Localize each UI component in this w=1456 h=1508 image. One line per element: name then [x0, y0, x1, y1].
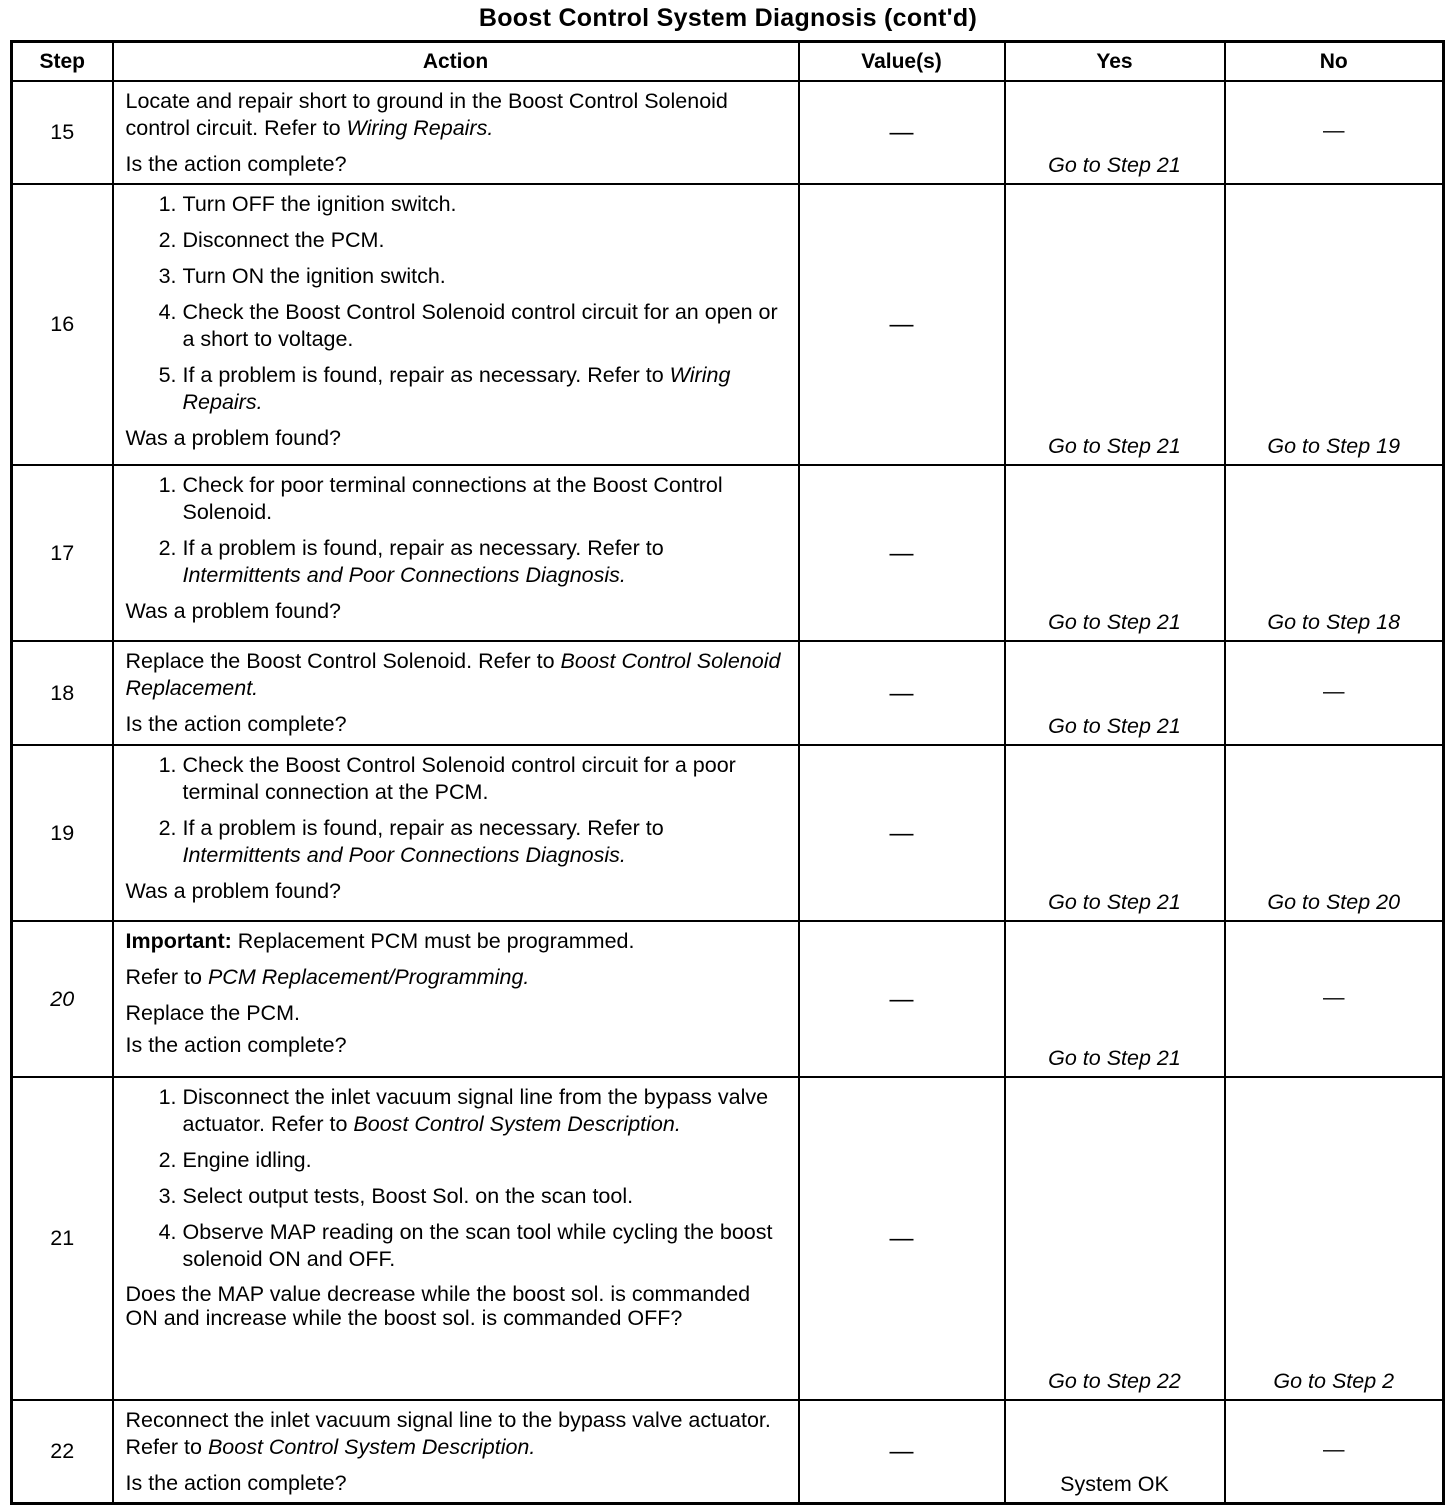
action-cell: [113, 1077, 799, 1400]
yes-cell: Go to Step 21: [1005, 184, 1225, 465]
action-steps-list: [126, 752, 788, 869]
no-cell: Go to Step 20: [1225, 745, 1444, 921]
list-item: 3. Turn ON the ignition switch.: [158, 264, 446, 288]
action-cell: [113, 184, 799, 465]
header-no: No: [1225, 42, 1444, 82]
action-question: Is the action complete?: [125, 1033, 347, 1057]
step-number: 19: [12, 745, 113, 921]
list-item: 1. Check the Boost Control Solenoid control circuit for a poor terminal connection at the PCM.: [158, 753, 736, 804]
yes-cell: Go to Step 21: [1005, 465, 1225, 641]
action-steps-list: [126, 1084, 788, 1273]
action-text: Locate and repair short to ground in the Boost Control Solenoid control circuit. Refer to Wiring Repairs.: [125, 89, 728, 140]
value-cell: —: [799, 184, 1005, 465]
action-cell: [113, 81, 799, 184]
page-title: Boost Control System Diagnosis (cont'd): [478, 4, 978, 32]
step-number: 16: [12, 184, 113, 465]
table-row-step-21: [12, 1077, 1444, 1400]
action-question: Was a problem found?: [125, 599, 342, 623]
reference-link: Wiring Repairs.: [182, 363, 731, 414]
no-cell: Go to Step 2: [1225, 1077, 1444, 1400]
yes-cell: Go to Step 21: [1005, 641, 1225, 745]
header-action: Action: [113, 42, 799, 82]
reference-link: Boost Control Solenoid Replacement.: [125, 649, 781, 700]
step-number: 21: [12, 1077, 113, 1400]
list-item: 3. Select output tests, Boost Sol. on the scan tool.: [158, 1184, 634, 1208]
value-cell: —: [799, 81, 1005, 184]
action-text: Refer to PCM Replacement/Programming.: [125, 965, 530, 989]
action-question: Is the action complete?: [125, 152, 347, 176]
list-item: 4. Observe MAP reading on the scan tool while cycling the boost solenoid ON and OFF.: [158, 1220, 773, 1271]
value-cell: —: [799, 745, 1005, 921]
reference-link: Intermittents and Poor Connections Diagnosis.: [182, 843, 626, 867]
no-cell: Go to Step 19: [1225, 184, 1444, 465]
list-item: 5. If a problem is found, repair as necessary. Refer to Wiring Repairs.: [158, 363, 731, 414]
action-cell: [113, 641, 799, 745]
yes-cell: Go to Step 22: [1005, 1077, 1225, 1400]
reference-link: PCM Replacement/Programming.: [207, 965, 530, 989]
table-row-step-18: [12, 641, 1444, 745]
action-cell: [113, 921, 799, 1077]
reference-link: Wiring Repairs.: [346, 116, 494, 140]
list-item: 1. Check for poor terminal connections at the Boost Control Solenoid.: [158, 473, 723, 524]
value-cell: —: [799, 1400, 1005, 1503]
action-question: Was a problem found?: [125, 426, 342, 450]
no-cell: —: [1225, 921, 1444, 1077]
list-item: 2. Disconnect the PCM.: [158, 228, 385, 252]
action-question: Is the action complete?: [125, 712, 347, 736]
action-question: Is the action complete?: [125, 1471, 347, 1495]
table-row-step-15: [12, 81, 1444, 184]
list-item: 1. Disconnect the inlet vacuum signal line from the bypass valve actuator. Refer to Boost Control System Description.: [158, 1085, 769, 1136]
list-item: 1. Turn OFF the ignition switch.: [158, 192, 457, 216]
action-question: Was a problem found?: [125, 879, 342, 903]
action-cell: [113, 745, 799, 921]
reference-link: Boost Control System Description.: [207, 1435, 536, 1459]
action-steps-list: [126, 191, 788, 416]
list-item: 2. If a problem is found, repair as necessary. Refer to Intermittents and Poor Connections Diagnosis.: [158, 536, 664, 587]
table-row-step-17: [12, 465, 1444, 641]
step-number: 20: [12, 921, 113, 1077]
value-cell: —: [799, 641, 1005, 745]
reference-link: Boost Control System Description.: [353, 1112, 681, 1136]
value-cell: —: [799, 465, 1005, 641]
yes-cell: System OK: [1005, 1400, 1225, 1503]
table-row-step-20: [12, 921, 1444, 1077]
no-cell: Go to Step 18: [1225, 465, 1444, 641]
header-yes: Yes: [1005, 42, 1225, 82]
list-item: 2. Engine idling.: [158, 1148, 312, 1172]
yes-cell: Go to Step 21: [1005, 745, 1225, 921]
header-step: Step: [12, 42, 113, 82]
action-cell: [113, 465, 799, 641]
list-item: 2. If a problem is found, repair as necessary. Refer to Intermittents and Poor Connections Diagnosis.: [158, 816, 664, 867]
table-row-step-16: [12, 184, 1444, 465]
step-number: 15: [12, 81, 113, 184]
action-question: Does the MAP value decrease while the boost sol. is commanded ON and increase while the boost sol. is commanded OFF?: [125, 1282, 751, 1330]
action-text: Reconnect the inlet vacuum signal line to the bypass valve actuator. Refer to Boost Control System Description.: [125, 1408, 771, 1459]
action-text: Replace the Boost Control Solenoid. Refer to Boost Control Solenoid Replacement.: [125, 649, 781, 700]
table-row-step-22: [12, 1400, 1444, 1503]
step-number: 18: [12, 641, 113, 745]
action-cell: [113, 1400, 799, 1503]
important-label: Important:: [125, 929, 232, 953]
step-number: 22: [12, 1400, 113, 1503]
value-cell: —: [799, 1077, 1005, 1400]
yes-cell: Go to Step 21: [1005, 81, 1225, 184]
no-cell: —: [1225, 81, 1444, 184]
header-row: [12, 42, 1444, 82]
step-number: 17: [12, 465, 113, 641]
no-cell: —: [1225, 1400, 1444, 1503]
yes-cell: Go to Step 21: [1005, 921, 1225, 1077]
value-cell: —: [799, 921, 1005, 1077]
diagnosis-table: [10, 40, 1445, 1505]
header-values: Value(s): [799, 42, 1005, 82]
reference-link: Intermittents and Poor Connections Diagnosis.: [182, 563, 626, 587]
list-item: 4. Check the Boost Control Solenoid control circuit for an open or a short to voltage.: [158, 300, 778, 351]
action-text: Replace the PCM.: [125, 1001, 300, 1025]
no-cell: —: [1225, 641, 1444, 745]
action-steps-list: [126, 472, 788, 589]
table-row-step-19: [12, 745, 1444, 921]
important-note: Important: Replacement PCM must be programmed.: [125, 929, 635, 953]
